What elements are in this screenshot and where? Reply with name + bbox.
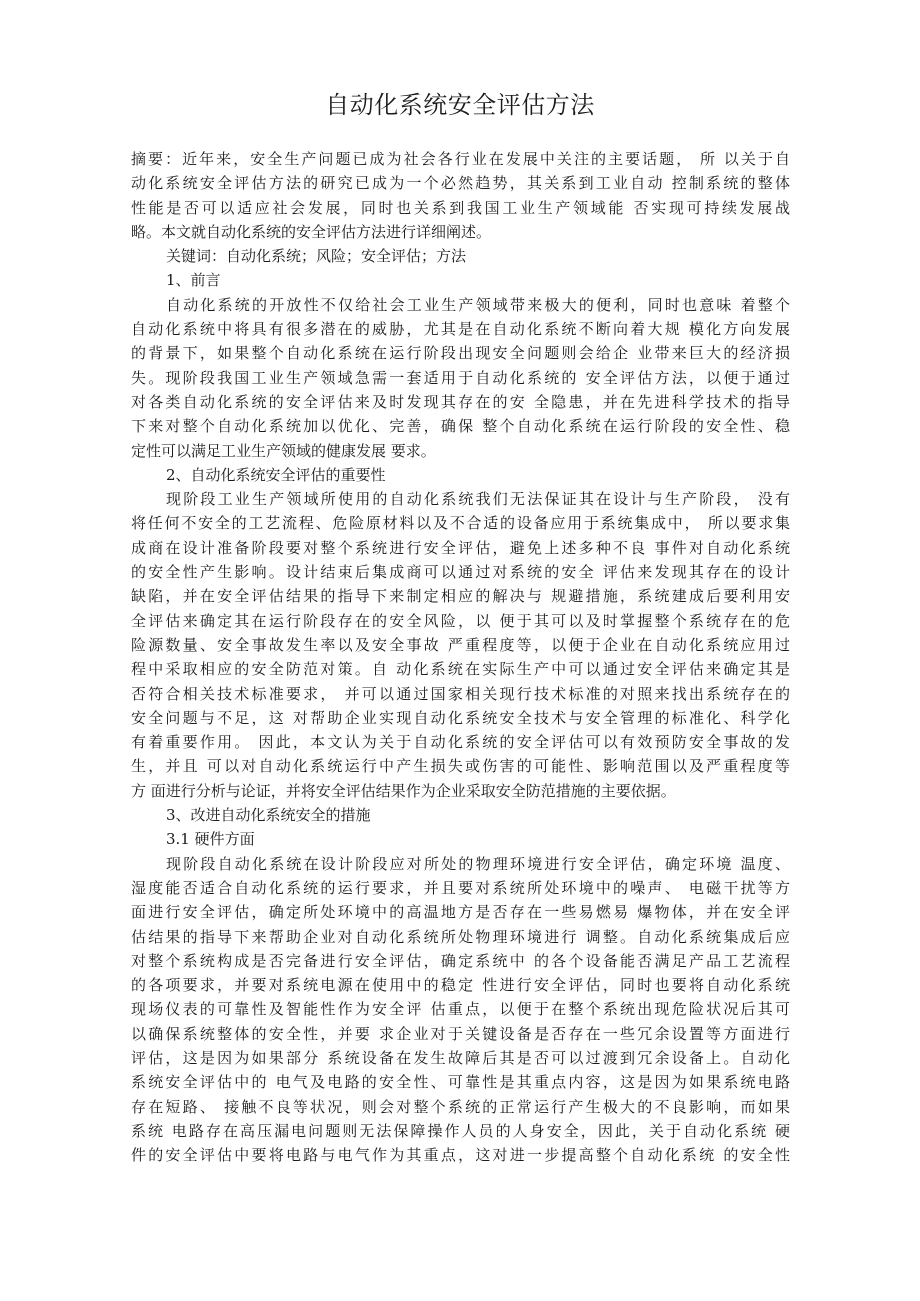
body-text-line: 将任何不安全的工艺流程、危险原材料以及不合适的设备应用于系统集成中， 所以要求集: [131, 514, 790, 533]
body-text-line: 性能是否可以适应社会发展，同时也关系到我国工业生产领域能 否实现可持续发展战: [131, 198, 790, 217]
body-text-line: 自动化系统的开放性不仅给社会工业生产领域带来极大的便利，同时也意味 着整个: [166, 295, 790, 314]
body-text-line: 对各类自动化系统的安全评估来及时发现其存在的安 全隐患，并在先进科学技术的指导: [131, 392, 790, 411]
body-text-line: 动化系统安全评估方法的研究已成为一个必然趋势，其关系到工业自动 控制系统的整体: [131, 174, 790, 193]
body-text-line: 的安全性产生影响。设计结束后集成商可以通过对系统的安全 评估来发现其存在的设计: [131, 563, 790, 582]
body-text-line: 对整个系统构成是否完备进行安全评估，确定系统中 的各个设备能否满足产品工艺流程: [131, 951, 790, 970]
body-text-line: 方 面进行分析与论证，并将安全评估结果作为企业采取安全防范措施的主要依据。: [131, 781, 676, 800]
body-text-line: 摘要：近年来，安全生产问题已成为社会各行业在发展中关注的主要话题， 所 以关于自: [131, 150, 790, 168]
body-text-line: 系统安全评估中的 电气及电路的安全性、可靠性是其重点内容，这是因为如果系统电路: [131, 1073, 790, 1092]
body-text-line: 件的安全评估中要将电路与电气作为其重点，这对进一步提高整个自动化系统 的安全性: [131, 1146, 790, 1165]
body-text-line: 现阶段工业生产领域所使用的自动化系统我们无法保证其在设计与生产阶段， 没有: [166, 490, 790, 509]
body-text-line: 的背景下，如果整个自动化系统在运行阶段出现安全问题则会给企 业带来巨大的经济损: [131, 344, 790, 363]
body-text-line: 失。现阶段我国工业生产领域急需一套适用于自动化系统的 安全评估方法，以便于通过: [131, 368, 790, 387]
section-heading: 2、自动化系统安全评估的重要性: [166, 465, 386, 484]
body-text-line: 成商在设计准备阶段要对整个系统进行安全评估，避免上述多种不良 事件对自动化系统: [131, 538, 790, 557]
document-title: 自动化系统安全评估方法: [325, 91, 595, 119]
body-text-line: 下来对整个自动化系统加以优化、完善，确保 整个自动化系统在运行阶段的安全性、稳: [131, 417, 790, 436]
body-text-line: 现场仪表的可靠性及智能性作为安全评 估重点，以便于在整个系统出现危险状况后其可: [131, 1000, 790, 1019]
body-text-line: 缺陷，并在安全评估结果的指导下来制定相应的解决与 规避措施，系统建成后要利用安: [131, 587, 790, 606]
body-text-line: 以确保系统整体的安全性，并要 求企业对于关键设备是否存在一些冗余设置等方面进行: [131, 1024, 790, 1043]
body-text-line: 安全问题与不足，这 对帮助企业实现自动化系统安全技术与安全管理的标准化、科学化: [131, 708, 790, 727]
document-body: [131, 147, 790, 1167]
body-text-line: 自动化系统中将具有很多潜在的威胁，尤其是在自动化系统不断向着大规 模化方向发展: [131, 320, 790, 339]
body-text-line: 否符合相关技术标准要求， 并可以通过国家相关现行技术标准的对照来找出系统存在的: [131, 684, 790, 703]
body-text-line: 程中采取相应的安全防范对策。自 动化系统在实际生产中可以通过安全评估来确定其是: [131, 660, 790, 679]
body-text-line: 现阶段自动化系统在设计阶段应对所处的物理环境进行安全评估，确定环境 温度、: [166, 854, 790, 873]
body-text-line: 有着重要作用。 因此，本文认为关于自动化系统的安全评估可以有效预防安全事故的发: [131, 733, 790, 752]
body-text-line: 面进行安全评估，确定所处环境中的高温地方是否存在一些易燃易 爆物体，并在安全评: [131, 903, 790, 922]
section-heading: 1、前言: [166, 271, 221, 290]
body-text-line: 略。本文就自动化系统的安全评估方法进行详细阐述。: [131, 222, 492, 241]
body-text-line: 系统 电路存在高压漏电问题则无法保障操作人员的人身安全，因此，关于自动化系统 硬: [131, 1121, 790, 1140]
section-heading: 关键词：自动化系统；风险；安全评估；方法: [166, 247, 467, 266]
body-text-line: 全评估来确定其在运行阶段存在的安全风险，以 便于其可以及时掌握整个系统存在的危: [131, 611, 790, 630]
section-heading: 3、改进自动化系统安全的措施: [166, 806, 371, 825]
body-text-line: 定性可以满足工业生产领域的健康发展 要求。: [131, 441, 436, 460]
body-text-line: 险源数量、安全事故发生率以及安全事故 严重程度等，以便于企业在自动化系统应用过: [131, 635, 790, 654]
body-text-line: 存在短路、 接触不良等状况，则会对整个系统的正常运行产生极大的不良影响，而如果: [131, 1097, 790, 1116]
section-heading: 3.1 硬件方面: [166, 830, 255, 849]
body-text-line: 生，并且 可以对自动化系统运行中产生损失或伤害的可能性、影响范围以及严重程度等: [131, 757, 790, 776]
body-text-line: 评估，这是因为如果部分 系统设备在发生故障后其是否可以过渡到冗余设备上。自动化: [131, 1048, 790, 1067]
body-text-line: 估结果的指导下来帮助企业对自动化系统所处物理环境进行 调整。自动化系统集成后应: [131, 927, 790, 946]
body-text-line: 的各项要求，并要对系统电源在使用中的稳定 性进行安全评估，同时也要将自动化系统: [131, 976, 790, 995]
body-text-line: 湿度能否适合自动化系统的运行要求，并且要对系统所处环境中的噪声、 电磁干扰等方: [131, 878, 790, 897]
